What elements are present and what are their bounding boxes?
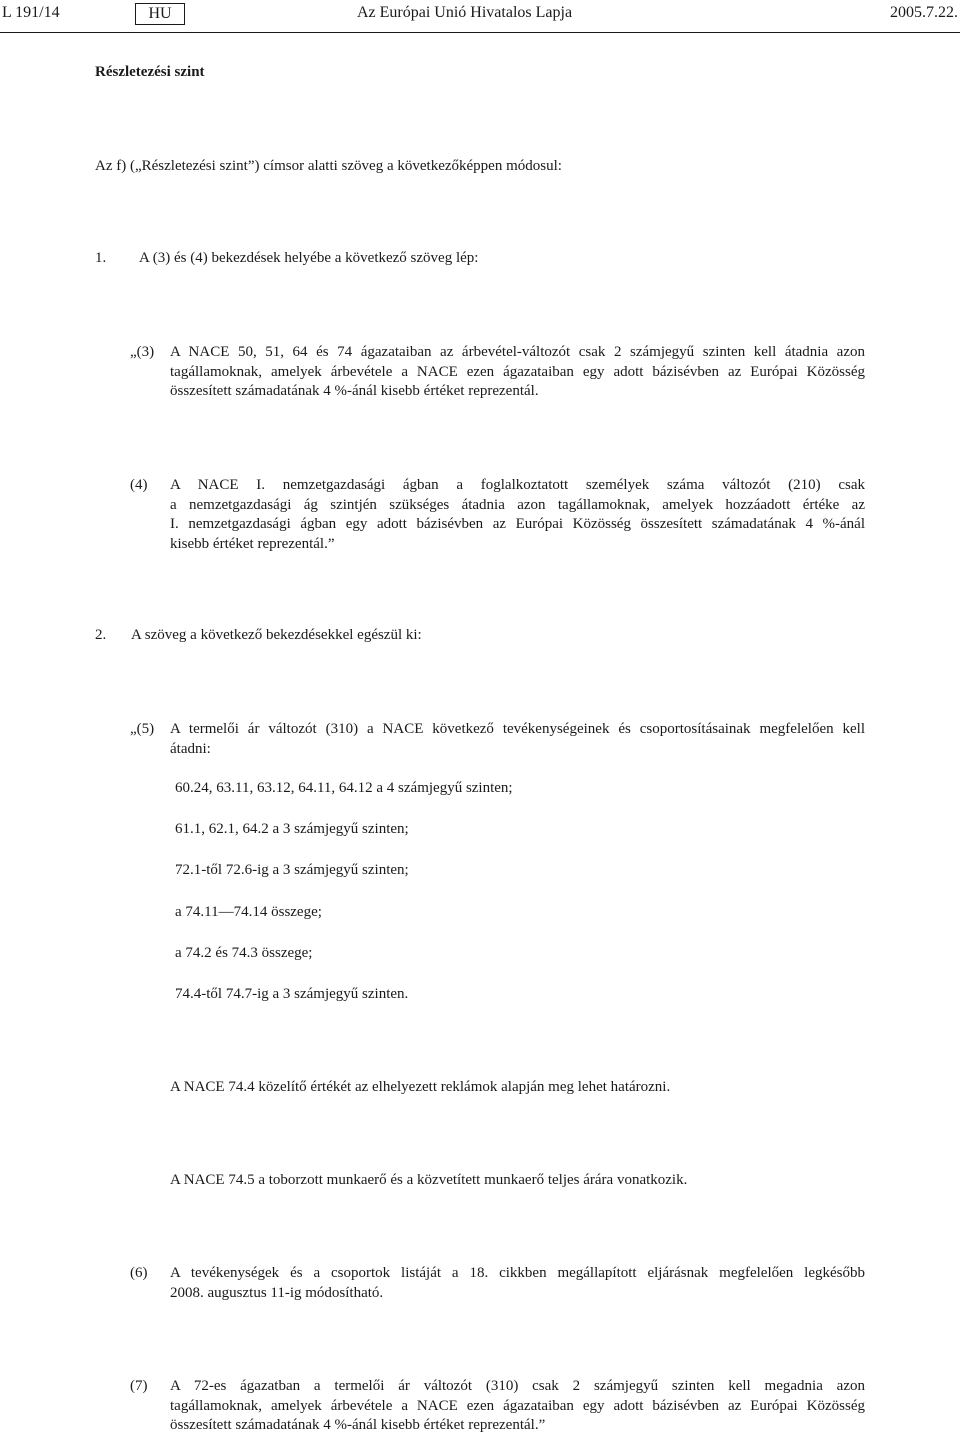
list-item: 61.1, 62.1, 64.2 a 3 számjegyű szinten; (175, 821, 409, 837)
point-1-text: A (3) és (4) bekezdések helyébe a következő szöveg lép: (139, 250, 479, 266)
point-2-number: 2. (95, 627, 107, 643)
paragraph-4-line: a nemzetgazdasági ág szintjén szükséges átadnia azon tagállamoknak, amelyek hozzáadott értéke az (170, 496, 865, 513)
language-badge (135, 3, 185, 25)
list-item: 72.1-től 72.6-ig a 3 számjegyű szinten; (175, 862, 409, 878)
intro-text: Az f) („Részletezési szint”) címsor alatti szöveg a következőképpen módosul: (95, 158, 562, 174)
paragraph-6-number: (6) (130, 1265, 148, 1281)
paragraph-6 (130, 1264, 865, 1304)
note-nace-74-5: A NACE 74.5 a toborzott munkaerő és a közvetített munkaerő teljes árára vonatkozik. (170, 1172, 688, 1188)
paragraph-3-line: összesített számadatának 4 %-ánál kisebb értéket reprezentál. (170, 383, 539, 399)
paragraph-7-line: tagállamoknak, amelyek árbevétele a NACE ezen ágazataiban egy adott bázisévben az Európai Közösség (170, 1397, 865, 1414)
list-item: 60.24, 63.11, 63.12, 64.11, 64.12 a 4 számjegyű szinten; (175, 780, 513, 796)
paragraph-7-line: A 72-es ágazatban a termelői ár változót (310) csak 2 számjegyű szinten kell megadnia azon (170, 1378, 865, 1394)
paragraph-4-number: (4) (130, 477, 148, 493)
paragraph-7-number: (7) (130, 1378, 148, 1394)
paragraph-6-line: A tevékenységek és a csoportok listáját a 18. cikkben megállapított eljárásnak megfelelően legkésőbb (170, 1265, 865, 1281)
paragraph-4 (130, 476, 865, 556)
paragraph-7-line: összesített számadatának 4 %-ánál kisebb értéket reprezentál.” (170, 1417, 546, 1433)
journal-title: Az Európai Unió Hivatalos Lapja (357, 4, 573, 21)
page-reference: L 191/14 (2, 4, 60, 21)
paragraph-4-line: kisebb értéket reprezentál.” (170, 535, 335, 552)
section-title: Részletezési szint (95, 64, 205, 80)
paragraph-3-line: A NACE 50, 51, 64 és 74 ágazataiban az árbevétel-változót csak 2 számjegyű szinten kell átadnia azon (170, 344, 865, 360)
paragraph-5-line: A termelői ár változót (310) a NACE következő tevékenységeinek és csoportosításainak megfelelően kell (170, 721, 865, 737)
paragraph-5 (130, 720, 865, 760)
paragraph-3-number: „(3) (130, 344, 155, 360)
paragraph-3 (130, 343, 865, 403)
language-code: HU (148, 5, 172, 22)
list-item: 74.4-től 74.7-ig a 3 számjegyű szinten. (175, 986, 409, 1002)
paragraph-7 (130, 1377, 865, 1437)
note-nace-74-4: A NACE 74.4 közelítő értékét az elhelyezett reklámok alapján meg lehet határozni. (170, 1079, 671, 1095)
paragraph-4-line: I. nemzetgazdasági ágban egy adott bázisévben az Európai Közösség összesített számadatának 4 %-ánál (170, 516, 865, 532)
point-2-text: A szöveg a következő bekezdésekkel egészül ki: (131, 627, 422, 643)
publication-date: 2005.7.22. (890, 4, 958, 21)
paragraph-3-line: tagállamoknak, amelyek árbevétele a NACE ezen ágazataiban egy adott bázisévben az Európai Közösség (170, 363, 865, 380)
paragraph-4-line: A NACE I. nemzetgazdasági ágban a foglalkoztatott személyek száma változót (210) csak (170, 477, 865, 493)
header-rule (0, 32, 960, 33)
paragraph-6-line: 2008. augusztus 11-ig módosítható. (170, 1284, 384, 1301)
paragraph-5-line: átadni: (170, 740, 211, 757)
paragraph-5-number: „(5) (130, 721, 155, 737)
list-item: a 74.11—74.14 összege; (175, 904, 322, 920)
point-1-number: 1. (95, 250, 107, 266)
list-item: a 74.2 és 74.3 összege; (175, 945, 313, 961)
